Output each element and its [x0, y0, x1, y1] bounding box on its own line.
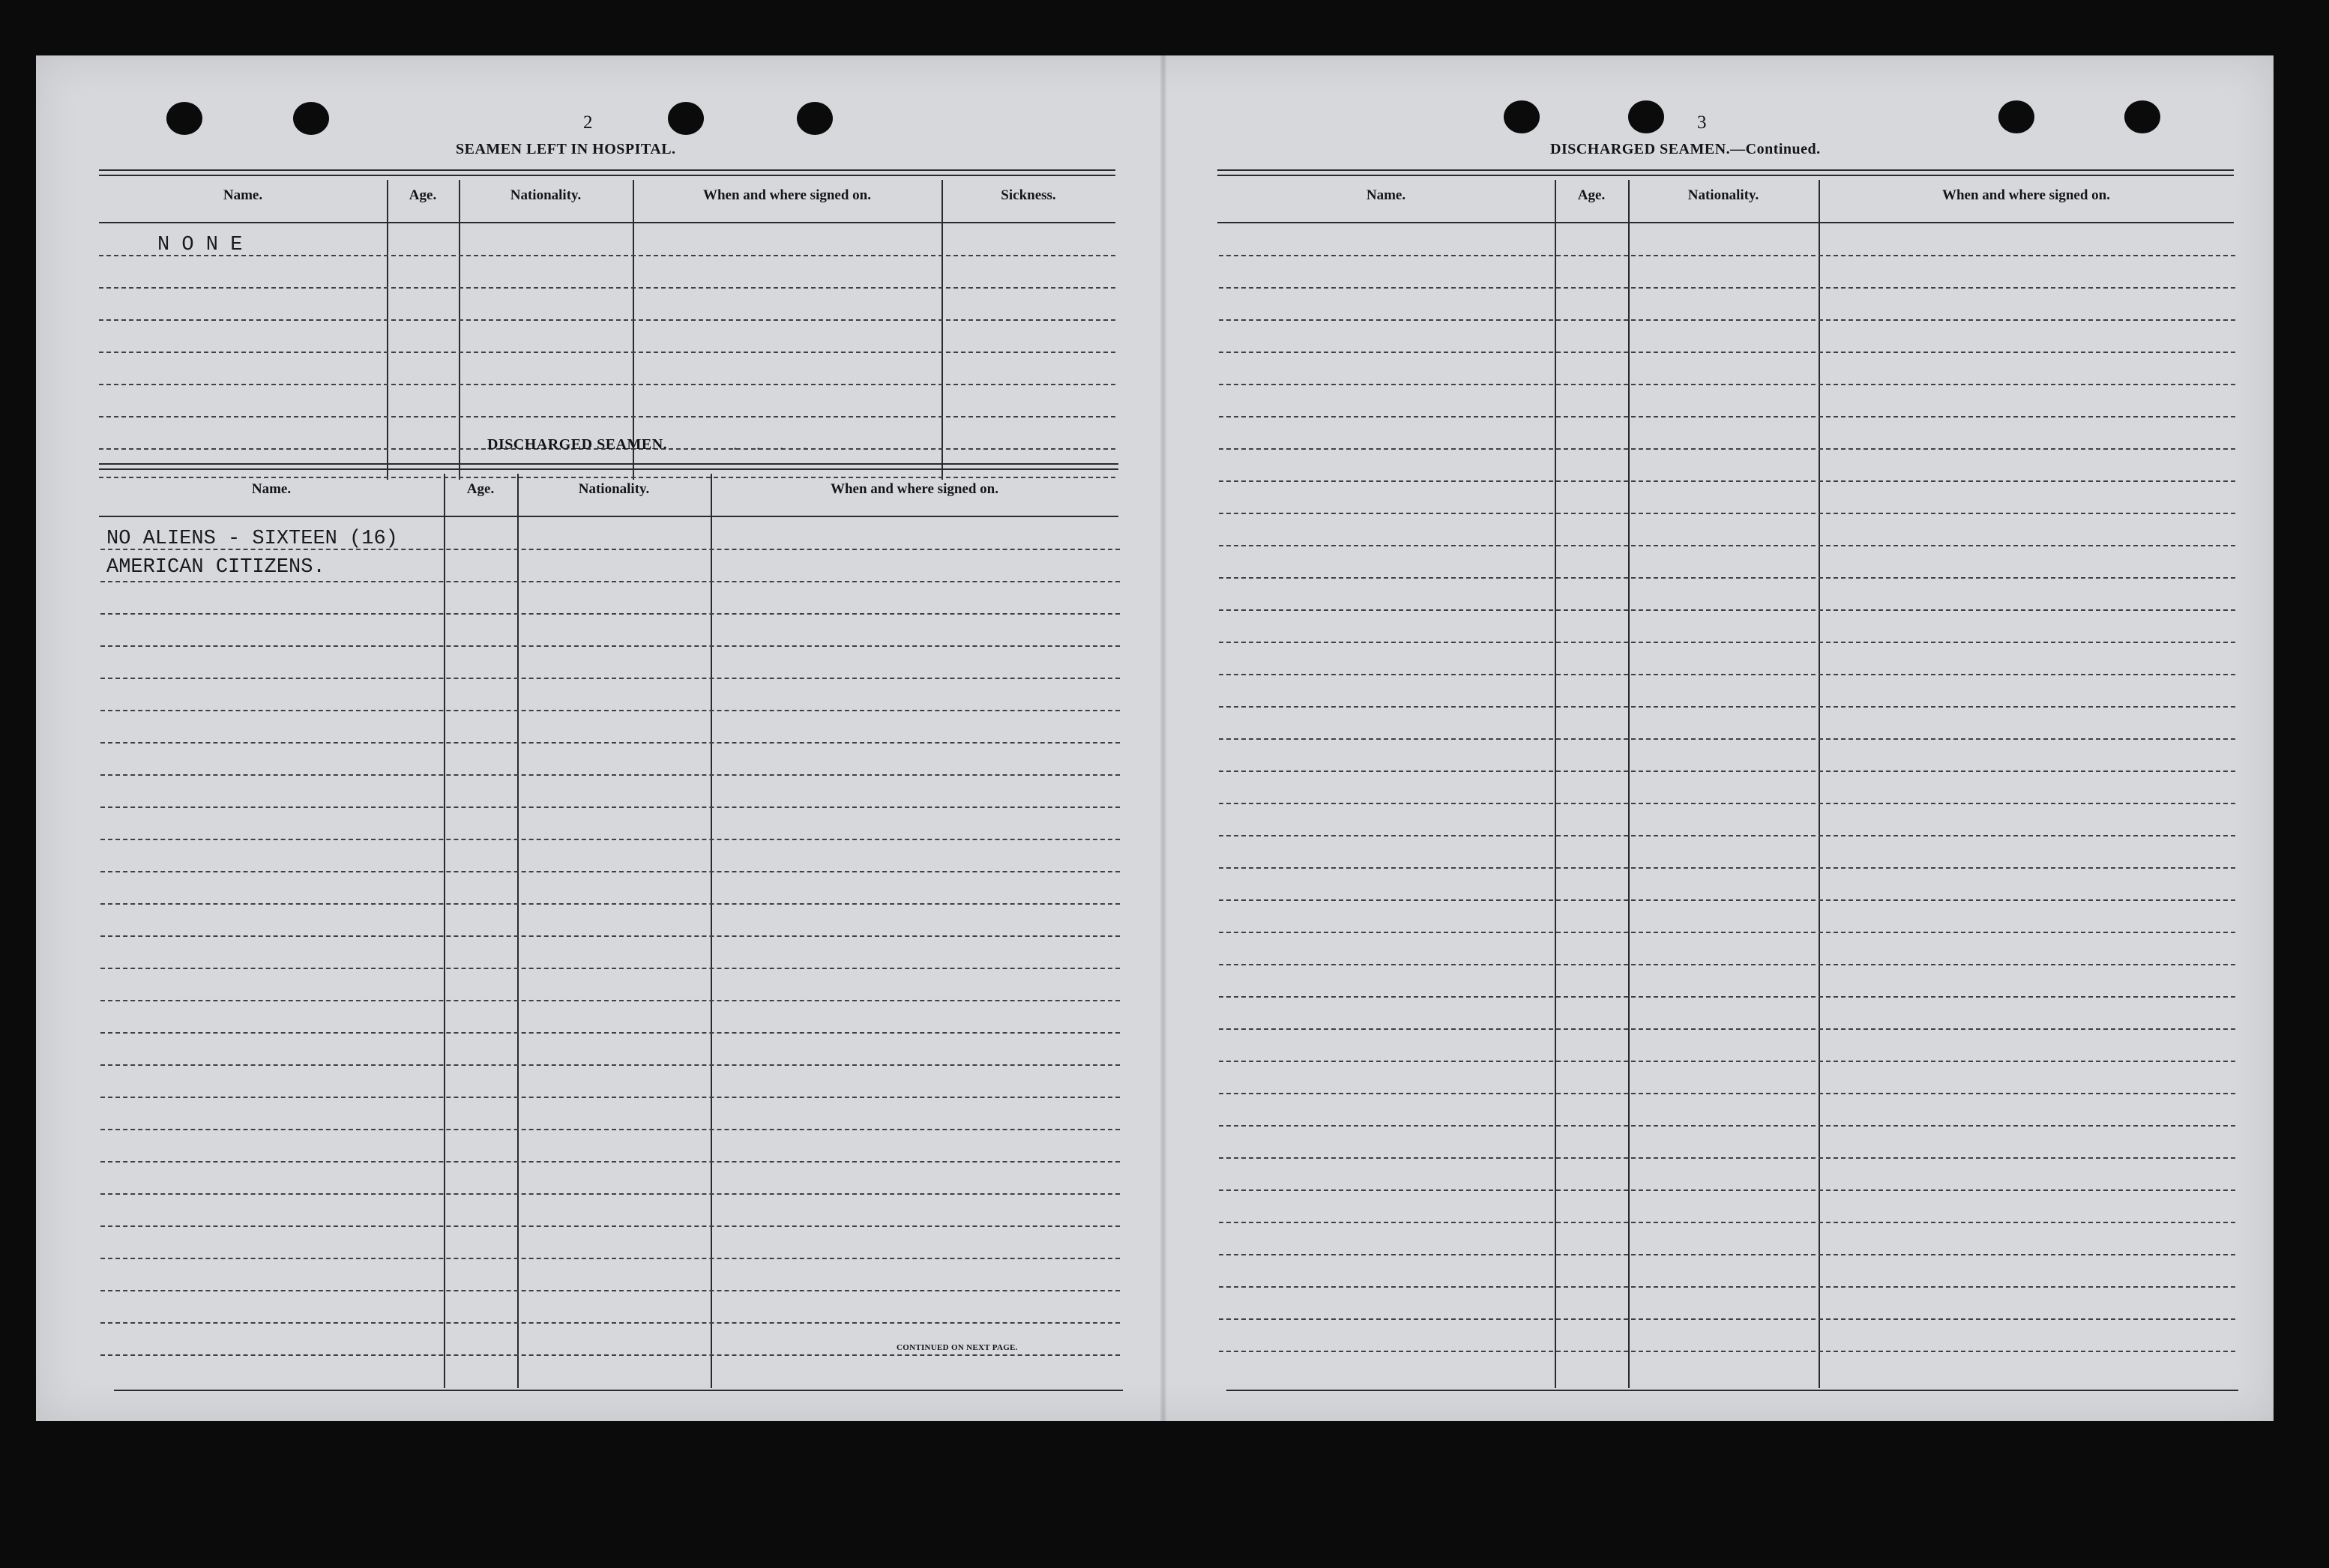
ruled-line: [100, 1290, 1120, 1291]
column-header: Name.: [223, 187, 263, 203]
ruled-line: [100, 935, 1120, 937]
header-rule: [1217, 222, 2234, 223]
header-rule: [99, 516, 1118, 517]
ruled-line: [100, 742, 1120, 744]
header-rule: [99, 222, 1115, 223]
page-fold: [1160, 55, 1166, 1421]
ruled-line: [1219, 642, 2235, 643]
ruled-line: [100, 871, 1120, 872]
leader-dots: . . . .: [733, 435, 815, 453]
ruled-line: [99, 319, 1115, 321]
ruled-line: [1219, 384, 2235, 385]
page-number: 3: [1697, 112, 1707, 133]
table-top-rule: [99, 169, 1115, 176]
ruled-line: [100, 1129, 1120, 1130]
ruled-line: [100, 1193, 1120, 1195]
ruled-line: [1219, 1318, 2235, 1320]
ruled-line: [1219, 996, 2235, 998]
ruled-line: [100, 806, 1120, 808]
ruled-line: [99, 352, 1115, 353]
ruled-line: [100, 1354, 1120, 1356]
ruled-line: [1219, 1125, 2235, 1127]
punch-hole: [797, 102, 833, 135]
ruled-line: [100, 613, 1120, 615]
ruled-line: [1219, 1093, 2235, 1094]
column-divider: [387, 180, 388, 480]
ruled-line: [1219, 416, 2235, 417]
punch-hole: [2124, 100, 2160, 133]
ruled-line: [1219, 1061, 2235, 1062]
typed-entry: NO ALIENS - SIXTEEN (16): [106, 528, 398, 550]
ruled-line: [100, 1000, 1120, 1001]
punch-hole: [1628, 100, 1664, 133]
discharged-section-title: DISCHARGED SEAMEN.: [487, 436, 668, 453]
ruled-line: [1219, 964, 2235, 965]
column-header: Sickness.: [1001, 187, 1056, 203]
ruled-line: [99, 287, 1115, 289]
ruled-line: [99, 477, 1115, 478]
column-header: Nationality.: [578, 481, 650, 497]
hospital-section-title: SEAMEN LEFT IN HOSPITAL.: [456, 141, 676, 157]
column-divider: [444, 474, 445, 1388]
ruled-line: [1219, 899, 2235, 901]
ruled-line: [99, 416, 1115, 417]
ruled-line: [100, 581, 1120, 582]
column-header: Nationality.: [1687, 187, 1759, 203]
punch-hole: [293, 102, 329, 135]
ruled-line: [100, 645, 1120, 647]
column-divider: [459, 180, 460, 480]
ruled-line: [1219, 287, 2235, 289]
ruled-line: [100, 903, 1120, 905]
ruled-line: [1219, 609, 2235, 611]
ruled-line: [1219, 513, 2235, 514]
ruled-line: [100, 968, 1120, 969]
column-divider: [711, 474, 712, 1388]
punch-hole: [668, 102, 704, 135]
ruled-line: [99, 384, 1115, 385]
column-header: Age.: [409, 187, 437, 203]
ruled-line: [1219, 771, 2235, 772]
ruled-line: [100, 1064, 1120, 1066]
ruled-line: [99, 255, 1115, 256]
column-header: When and where signed on.: [702, 187, 871, 203]
ruled-line: [100, 678, 1120, 679]
column-divider: [941, 180, 943, 480]
ruled-line: [1219, 1028, 2235, 1030]
ruled-line: [1219, 545, 2235, 546]
ruled-line: [100, 1258, 1120, 1259]
column-header: When and where signed on.: [1941, 187, 2110, 203]
ruled-line: [100, 774, 1120, 776]
ruled-line: [100, 1161, 1120, 1163]
ruled-line: [100, 710, 1120, 711]
ruled-line: [1219, 1286, 2235, 1288]
ruled-line: [1219, 1157, 2235, 1159]
column-divider: [1628, 180, 1630, 1388]
document-sheet: [36, 55, 2274, 1421]
ruled-line: [100, 1225, 1120, 1227]
ruled-line: [100, 1322, 1120, 1324]
ruled-line: [1219, 932, 2235, 933]
ruled-line: [100, 1097, 1120, 1098]
ruled-line: [1219, 255, 2235, 256]
ruled-line: [1219, 738, 2235, 740]
ruled-line: [1219, 577, 2235, 579]
ruled-line: [1219, 803, 2235, 804]
page-number: 2: [583, 112, 593, 133]
ruled-line: [100, 839, 1120, 840]
ruled-line: [1219, 835, 2235, 836]
column-divider: [633, 180, 634, 480]
column-header: Age.: [466, 481, 495, 497]
column-divider: [1555, 180, 1556, 1388]
typed-entry: N O N E: [157, 234, 243, 256]
ruled-line: [1219, 1351, 2235, 1352]
ruled-line: [1219, 352, 2235, 353]
punch-hole: [1504, 100, 1540, 133]
table-bottom-rule: [1226, 1390, 2238, 1391]
ruled-line: [1219, 319, 2235, 321]
ruled-line: [1219, 448, 2235, 450]
ruled-line: [1219, 480, 2235, 482]
punch-hole: [166, 102, 202, 135]
typed-entry: AMERICAN CITIZENS.: [106, 556, 325, 579]
column-divider: [517, 474, 519, 1388]
ruled-line: [100, 1032, 1120, 1034]
column-divider: [1819, 180, 1820, 1388]
table-bottom-rule: [114, 1390, 1123, 1391]
ruled-line: [1219, 1222, 2235, 1223]
column-header: Age.: [1577, 187, 1606, 203]
ruled-line: [1219, 1189, 2235, 1191]
discharged-continued-title: DISCHARGED SEAMEN.—Continued.: [1550, 141, 1821, 157]
column-header: When and where signed on.: [830, 481, 998, 497]
column-header: Name.: [1366, 187, 1406, 203]
continued-note: CONTINUED ON NEXT PAGE.: [897, 1343, 1018, 1352]
column-header: Name.: [251, 481, 292, 497]
table-top-rule: [99, 463, 1118, 470]
ruled-line: [1219, 706, 2235, 708]
punch-hole: [1998, 100, 2034, 133]
ruled-line: [1219, 674, 2235, 675]
column-header: Nationality.: [510, 187, 582, 203]
table-top-rule: [1217, 169, 2234, 176]
ruled-line: [1219, 1254, 2235, 1255]
ruled-line: [1219, 867, 2235, 869]
